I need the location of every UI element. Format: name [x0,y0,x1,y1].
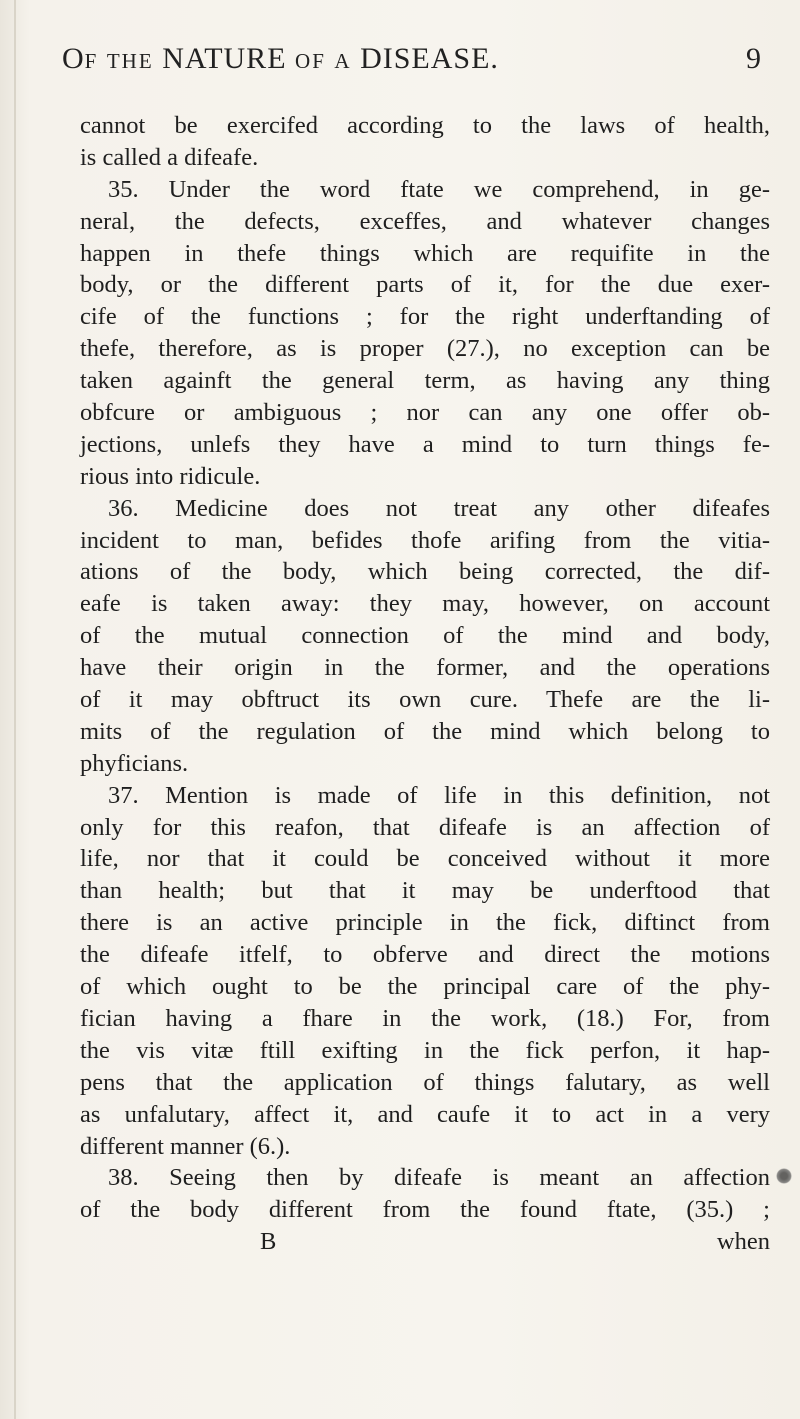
text-line: only for this reafon, that difeafe is an affection of [80,813,770,841]
text-line: there is an active principle in the fick, diftinct from [80,909,770,937]
header-of-cap: O [62,42,85,75]
text-line: happen in thefe things which are requifite in the [80,239,770,267]
signature-mark: B [260,1228,277,1256]
text-line: different manner (6.). [80,1132,291,1160]
body-text [80,110,770,1258]
text-line: incident to man, befides thofe arifing from the vitia- [80,526,770,554]
text-line: jections, unlefs they have a mind to turn things fe- [80,430,770,458]
text-line: taken againft the general term, as having any thing [80,367,770,395]
text-line: pens that the application of things falutary, as well [80,1068,770,1096]
text-line: phyficians. [80,749,189,777]
header-of-rest: F [84,49,99,73]
text-line: of it may obftruct its own cure. Thefe are the li- [80,686,770,714]
text-line: of the mutual connection of the mind and body, [80,622,770,650]
text-line: as unfalutary, affect it, and caufe it to act in a very [80,1100,770,1128]
text-line: body, or the different parts of it, for the due exer- [80,271,770,299]
header-of: OF [295,49,326,73]
text-line: eafe is taken away: they may, however, on account [80,590,770,618]
text-line: than health; but that it may be underftood that [80,877,770,905]
text-line: 36. Medicine does not treat any other difeafes [108,494,770,522]
header-a: A [334,49,352,73]
text-line: cife of the functions ; for the right underftanding of [80,303,770,331]
text-line: ations of the body, which being corrected, the dif- [80,558,770,586]
text-line: rious into ridicule. [80,462,261,490]
ink-blot [776,1168,792,1184]
text-line: neral, the defects, exceffes, and whatever changes [80,207,770,235]
catchword: when [716,1228,770,1256]
footer-line [80,1226,770,1258]
running-header [62,42,762,86]
text-line: fician having a fhare in the work, (18.) For, from [80,1004,770,1032]
text-line: of which ought to be the principal care of the phy- [80,973,770,1001]
page-number: 9 [746,42,762,75]
header-disease: DISEASE. [360,42,499,75]
page-gutter [14,0,16,1419]
header-the: THE [106,49,154,73]
text-line: have their origin in the former, and the operations [80,654,770,682]
text-line: 37. Mention is made of life in this definition, not [108,781,770,809]
text-line: cannot be exercifed according to the laws of health, [80,112,770,139]
text-line: of the body different from the found ftate, (35.) ; [80,1196,770,1224]
text-line: the difeafe itfelf, to obferve and direct the motions [80,941,770,969]
text-line: thefe, therefore, as is proper (27.), no exception can be [80,335,770,363]
text-line: life, nor that it could be conceived without it more [80,845,770,873]
text-line: obfcure or ambiguous ; nor can any one offer ob- [80,399,770,427]
text-line: mits of the regulation of the mind which belong to [80,717,770,745]
text-line: 35. Under the word ftate we comprehend, in ge- [108,175,770,203]
text-line: is called a difeafe. [80,143,259,171]
text-line: the vis vitæ ftill exifting in the fick perfon, it hap- [80,1036,770,1064]
header-nature: NATURE [162,42,287,75]
text-line: 38. Seeing then by difeafe is meant an affection [108,1164,770,1192]
